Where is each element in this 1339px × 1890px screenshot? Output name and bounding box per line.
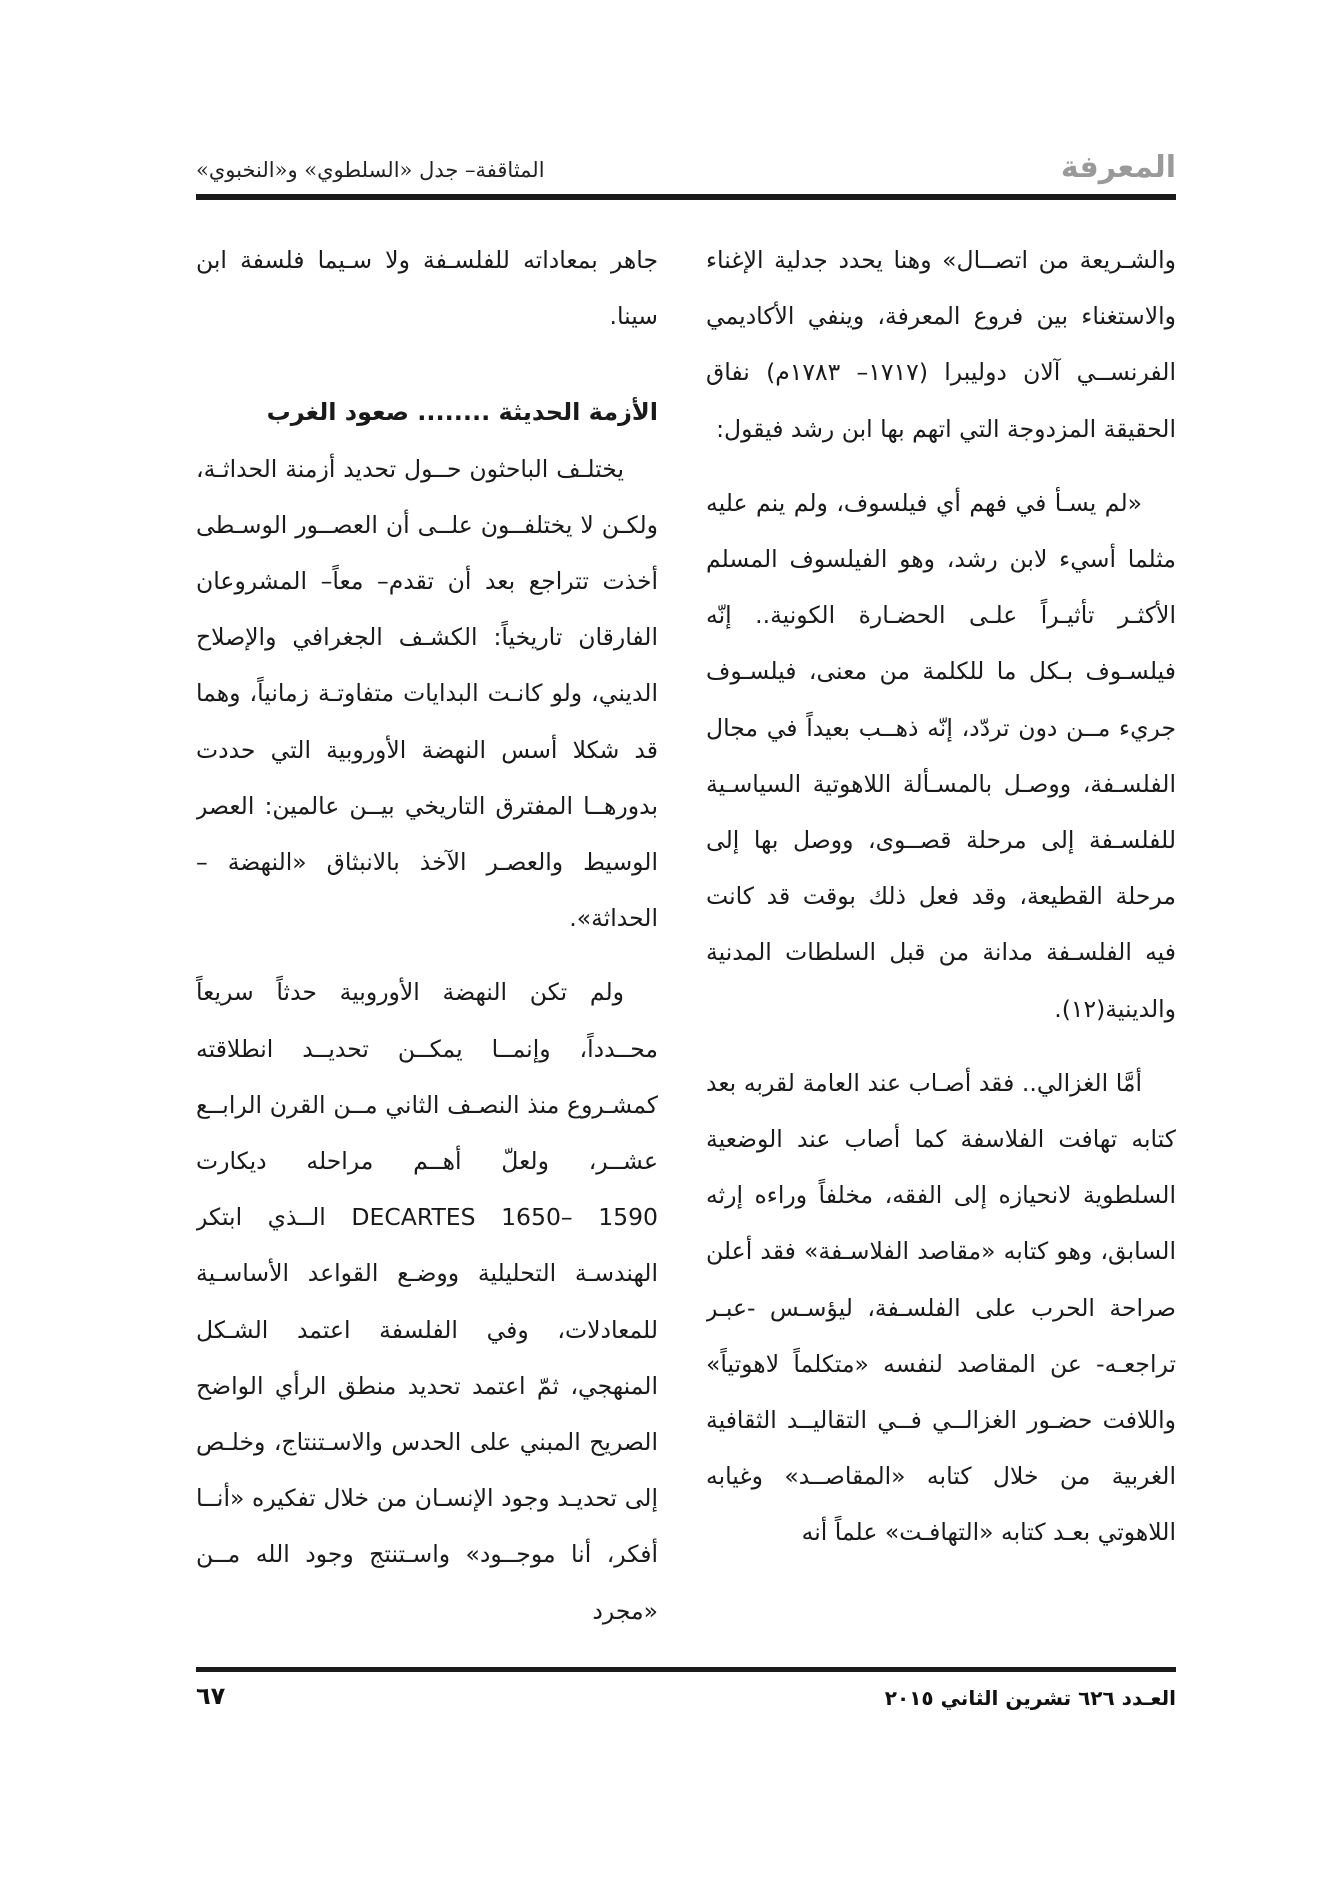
left-paragraph-1: جاهر بمعاداته للفلسـفة ولا سـيما فلسفة ابن سينا. [196,246,658,331]
page-number: ٦٧ [196,1682,226,1710]
left-paragraph-2: يختلـف الباحثون حــول تحديد أزمنة الحداثـة، ولكـن لا يختلفــون علــى أن العصــور الوسـطى أخذت تتراجع بعد أن تقدم– معاً– المشروعان الفارقان تاريخياً: الكشـف الجغرافي والإصلاح الديني، ولو كانـت البدايات متفاوتـة زمانياً، وهما قد شكلا أسس النهضة الأوروبية التي حددت بدورهــا المفترق التاريخي بيــن عالمين: العصر الوسيط والعصـر الآخذ بالانبثاق «النهضة – الحداثة». [196,454,658,933]
header-rule [196,194,1176,200]
issue-info: العـدد ٦٢٦ تشرين الثاني ٢٠١٥ [884,1686,1176,1710]
right-paragraph-3: أمَّا الغزالي.. فقد أصـاب عند العامة لقربه بعد كتابه تهافت الفلاسفة كما أصاب عند الوضعية السلطوية لانحيازه إلى الفقه، مخلفاً وراءه إرثه السابق، وهو كتابه «مقاصد الفلاسـفة» فقد أعلن صراحة الحرب على الفلسـفة، ليؤسـس -عبـر تراجعـه- عن المقاصد لنفسه «متكلماً لاهوتياً» واللافت حضـور الغزالــي فــي التقاليــد الثقافية الغربية من خلال كتابه «المقاصــد» وغيابه اللاهوتي بعـد كتابه «التهافـت» علماً أنه [706,1068,1176,1547]
left-column [196,232,658,1652]
running-title: المثاقفة– جدل «السلطوي» و«النخبوي» [196,158,545,182]
page-footer [196,1670,1176,1710]
magazine-logo: المعرفة [1060,150,1176,185]
right-paragraph-1: والشـريعة من اتصــال» وهنا يحدد جدلية الإغناء والاستغناء بين فروع المعرفة، وينفي الأكاديمي الفرنســي آلان دوليبرا (١٧١٧– ١٧٨٣م) نفاق الحقيقة المزدوجة التي اتهم بها ابن رشد فيقول: [706,246,1176,443]
right-column [706,232,1176,1652]
page-header [196,150,1176,196]
left-paragraph-3: ولم تكن النهضة الأوروبية حدثاً سريعاً محــدداً، وإنمــا يمكــن تحديــد انطلاقته كمشـروع منذ النصـف الثاني مــن القرن الرابــع عشــر، ولعلّ أهــم مراحله ديكارت DECARTES 1650– 1590 الــذي ابتكر الهندسـة التحليلية ووضـع القواعد الأساسـية للمعادلات، وفي الفلسفة اعتمد الشـكل المنهجي، ثمّ اعتمد تحديد منطق الرأي الواضح الصريح المبني على الحدس والاسـتنتاج، وخلـص إلى تحديـد وجود الإنسـان من خلال تفكيره «أنــا أفكر، أنا موجــود» واسـتنتج وجود الله مــن «مجرد [196,978,658,1625]
right-paragraph-quote: «لم يسـأ في فهم أي فيلسوف، ولم ينم عليه مثلما أسيء لابن رشد، وهو الفيلسوف المسلم الأكثـر تأثيـراً علـى الحضـارة الكونية.. إنّه فيلسـوف بـكل ما للكلمة من معنى، فيلسـوف جريء مــن دون تردّد، إنّه ذهــب بعيداً في مجال الفلسـفة، ووصـل بالمسـألة اللاهوتية السياسـية للفلسـفة إلى مرحلة قصــوى، ووصل بها إلى مرحلة القطيعة، وقد فعل ذلك بوقت قد كانت فيه الفلسـفة مدانة من قبل السلطات المدنية والدينية(١٢). [706,488,1176,1023]
section-heading: الأزمة الحديثة ........ صعود الغرب [266,398,658,427]
